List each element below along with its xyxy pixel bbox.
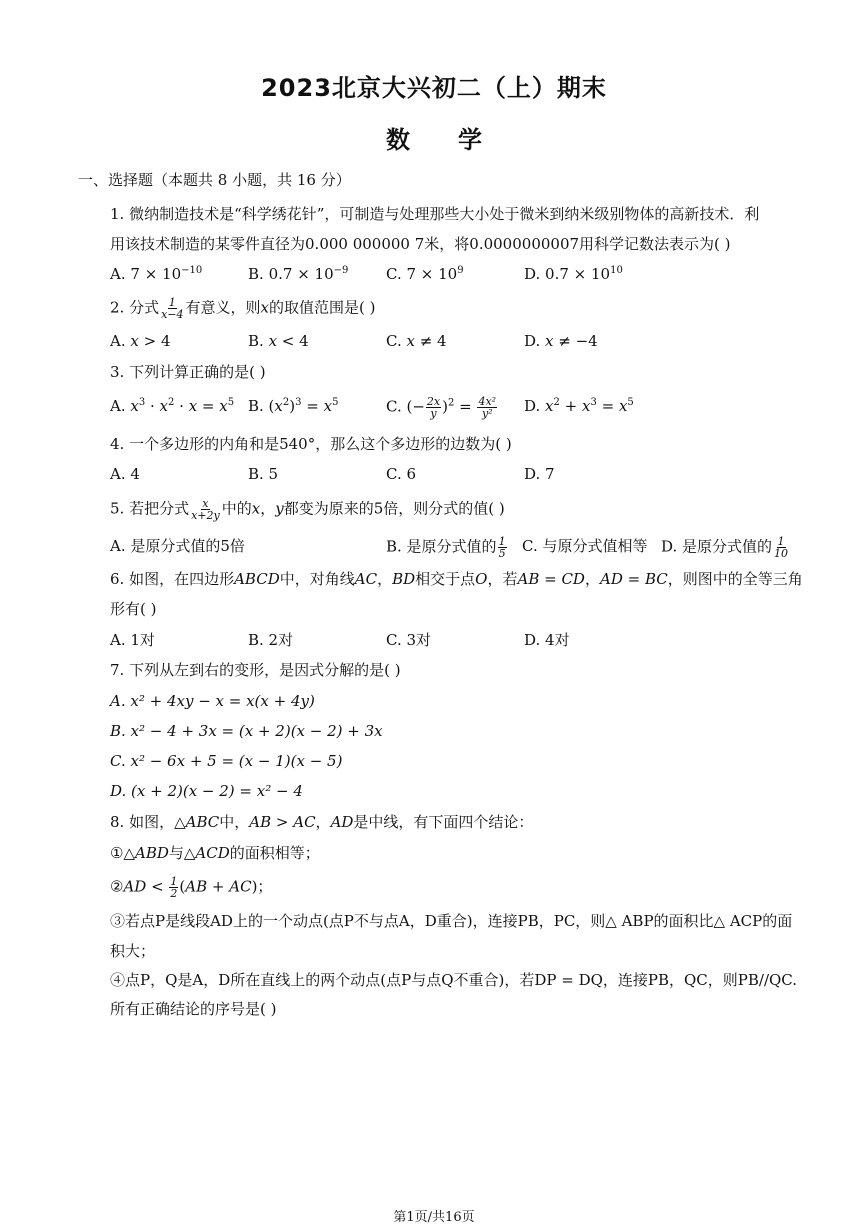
q3-stem: 3. 下列计算正确的是( )	[110, 363, 266, 381]
q1-option-d: D. $0.7 \times 10^{10}$	[524, 265, 623, 283]
q7-option-a: A. x² + 4xy − x = x(x + 4y)	[110, 692, 315, 710]
q6-line2: 形有( )	[110, 600, 157, 618]
q8-conclusion-3: ③若点P是线段AD上的一个动点(点P不与点A，D重合)，连接PB，PC，则△ ABP的面积比△ ACP的面	[110, 912, 793, 930]
q8-stem: 8. 如图，△ABC中，AB > AC，AD是中线，有下面四个结论：	[110, 813, 534, 831]
q5-option-d: D. 是原分式值的 $\frac{1}{10}$	[661, 535, 789, 560]
q1-option-a: A. $7 \times 10^{-10}$	[110, 265, 203, 283]
q1-option-c: C. $7 \times 10^9$	[386, 265, 464, 283]
q3-option-c: C. (− $\frac{2x}{y}$ )$^2$ = $\frac{\text{4x²}}{\text{y²}}$	[386, 395, 497, 420]
q7-option-b: B. x² − 4 + 3x = (x + 2)(x − 2) + 3x	[110, 722, 383, 740]
q5-option-a: A. 是原分式值的5倍	[110, 537, 245, 555]
q5-option-b: B. 是原分式值的 $\frac{1}{5}$	[386, 535, 506, 560]
q4-option-c: C. 6	[386, 465, 417, 483]
document-title: 2023北京大兴初二（上）期末	[261, 74, 607, 102]
q2-option-d: D. x ≠ −4	[524, 332, 598, 350]
q2-fraction: $\frac{1}{x-4}$	[161, 296, 184, 321]
q6-option-c: C. 3对	[386, 631, 432, 649]
q4-option-d: D. 7	[524, 465, 555, 483]
q2-option-c: C. x ≠ 4	[386, 332, 447, 350]
section-heading: 一、选择题（本题共 8 小题，共 16 分）	[78, 171, 351, 189]
q1-option-b: B. $0.7 \times 10^{-9}$	[248, 265, 349, 283]
q8-conclusion-4: ④点P，Q是A，D所在直线上的两个动点(点P与点Q不重合)，若DP = DQ，连接PB，QC，则PB//QC.	[110, 971, 798, 989]
q7-stem: 7. 下列从左到右的变形，是因式分解的是( )	[110, 661, 401, 679]
q8-conclusion-2: ②AD < $\frac{1}{2}$ (AB + AC)；	[110, 875, 273, 900]
q8-conclusion-1: ①△ABD与△ACD的面积相等；	[110, 844, 320, 862]
page-number: 第1页/共16页	[393, 1210, 475, 1225]
q5-fraction: $\frac{x}{x+2y}$	[191, 497, 220, 522]
q4-option-a: A. 4	[110, 465, 140, 483]
q4-stem: 4. 一个多边形的内角和是540°，那么这个多边形的边数为( )	[110, 435, 512, 453]
q7-option-d: D. (x + 2)(x − 2) = x² − 4	[110, 782, 303, 800]
q6-option-b: B. 2对	[248, 631, 294, 649]
q2-option-a: A. x > 4	[110, 332, 171, 350]
q5-stem: 5. 若把分式 $\frac{x}{x+2y}$ 中的x，y都变为原来的5倍，则分式的值( )	[110, 497, 505, 522]
q4-option-b: B. 5	[248, 465, 279, 483]
q7-option-c: C. x² − 6x + 5 = (x − 1)(x − 5)	[110, 752, 343, 770]
q5-option-c: C. 与原分式值相等	[522, 537, 648, 555]
q8-conclusion-3-cont: 积大；	[110, 942, 156, 960]
q1-line2: 用该技术制造的某零件直径为0.000 000000 7米，将0.0000000007用科学记数法表示为( )	[110, 235, 731, 253]
q6-option-a: A. 1对	[110, 631, 155, 649]
q6-line1: 6. 如图，在四边形ABCD中，对角线AC，BD相交于点O，若AB = CD，AD = BC，则图中的全等三角	[110, 570, 803, 588]
q2-option-b: B. x < 4	[248, 332, 309, 350]
q2-stem: 2. 分式 $\frac{1}{x-4}$ 有意义，则x的取值范围是( )	[110, 296, 376, 321]
q6-option-d: D. 4对	[524, 631, 570, 649]
q3-option-b: B. $(x^2)^3 = x^5$	[248, 397, 339, 415]
q3-option-d: D. $x^2 + x^3 = x^5$	[524, 397, 634, 415]
subject-title: 数学	[386, 126, 530, 154]
q1-line1: 1. 微纳制造技术是“科学绣花针”，可制造与处理那些大小处于微米到纳米级别物体的高新技术．利	[110, 205, 760, 223]
q8-question: 所有正确结论的序号是( )	[110, 1000, 277, 1018]
q3-option-a: A. $x^3 \cdot x^2 \cdot x = x^5$	[110, 397, 235, 415]
